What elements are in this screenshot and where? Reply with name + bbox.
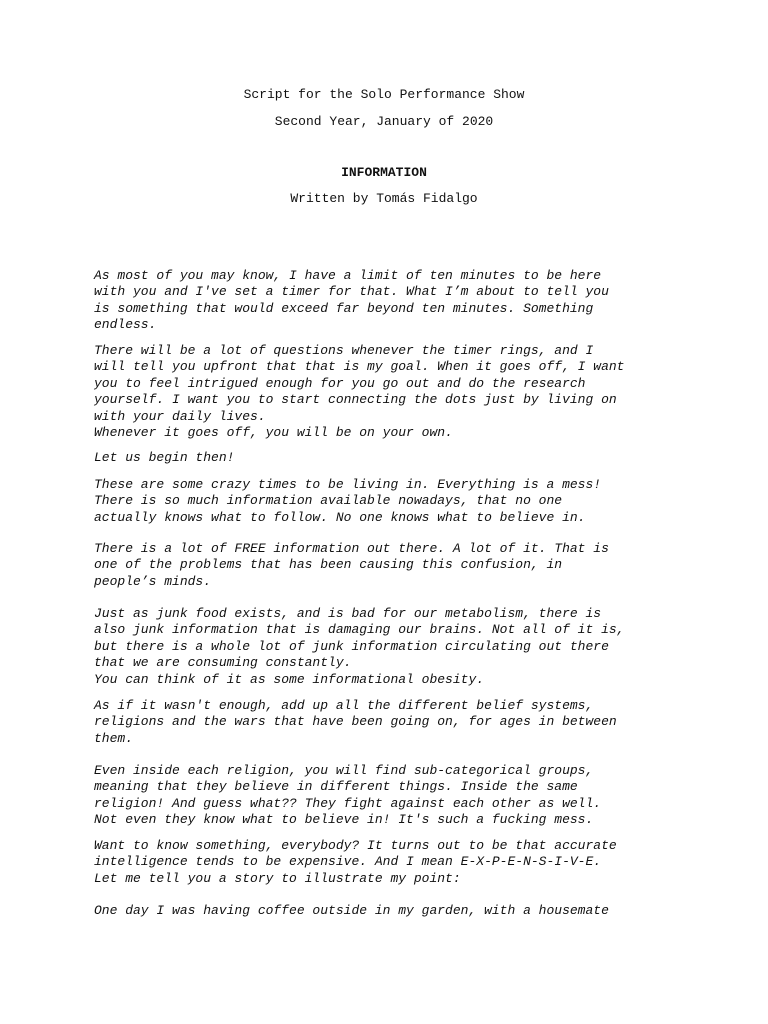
text-line: intelligence tends to be expensive. And I mean E-X-P-E-N-S-I-V-E.	[94, 854, 602, 870]
text-line: Whenever it goes off, you will be on your own.	[94, 425, 453, 441]
paragraph-1	[94, 268, 694, 334]
text-line: Even inside each religion, you will find sub-categorical groups,	[94, 763, 594, 778]
paragraph-6	[94, 606, 694, 688]
text-line: Just as junk food exists, and is bad for our metabolism, there is	[94, 606, 602, 621]
text-line: There is so much information available nowadays, that no one	[94, 493, 563, 509]
paragraph-9	[94, 838, 694, 887]
paragraph-4	[94, 477, 694, 526]
text-line: yourself. I want you to start connecting the dots just by living on	[94, 392, 617, 408]
text-line: also junk information that is damaging our brains. Not all of it is,	[94, 622, 625, 638]
script-title: Script for the Solo Performance Show	[243, 87, 525, 102]
text-line: actually knows what to follow. No one knows what to believe in.	[94, 509, 586, 525]
text-line: will tell you upfront that that is my goal. When it goes off, I want	[94, 359, 625, 375]
text-line: is something that would exceed far beyond ten minutes. Something	[94, 300, 594, 316]
text-line: Let us begin then!	[94, 450, 235, 465]
text-line: As if it wasn't enough, add up all the different belief systems,	[94, 698, 594, 713]
text-line: that we are consuming constantly.	[94, 655, 352, 671]
text-line: There will be a lot of questions whenever the timer rings, and I	[94, 343, 594, 358]
paragraph-2	[94, 343, 694, 441]
text-line: people’s minds.	[94, 573, 212, 589]
text-line: Want to know something, everybody? It turns out to be that accurate	[94, 838, 617, 853]
text-line: As most of you may know, I have a limit of ten minutes to be here	[94, 268, 602, 283]
text-line: but there is a whole lot of junk information circulating out there	[94, 638, 609, 654]
text-line: Let me tell you a story to illustrate my point:	[94, 870, 461, 886]
paragraph-3	[94, 450, 694, 466]
text-line: One day I was having coffee outside in my garden, with a housemate	[94, 903, 609, 918]
paragraph-8	[94, 763, 694, 829]
text-line: religions and the wars that have been going on, for ages in between	[94, 714, 617, 730]
text-line: Not even they know what to believe in! It's such a fucking mess.	[94, 812, 594, 828]
paragraph-7	[94, 698, 694, 747]
text-line: endless.	[94, 317, 157, 333]
text-line: one of the problems that has been causing this confusion, in	[94, 557, 563, 573]
text-line: you to feel intrigued enough for you go out and do the research	[94, 375, 586, 391]
text-line: There is a lot of FREE information out there. A lot of it. That is	[94, 541, 609, 556]
paragraph-10	[94, 903, 694, 919]
text-line: meaning that they believe in different things. Inside the same	[94, 779, 578, 795]
text-line: them.	[94, 730, 134, 746]
piece-heading: INFORMATION	[341, 165, 427, 180]
text-line: with you and I've set a timer for that. What I’m about to tell you	[94, 284, 609, 300]
paragraph-5	[94, 541, 694, 590]
text-line: You can think of it as some informational obesity.	[94, 671, 485, 687]
text-line: with your daily lives.	[94, 408, 266, 424]
text-line: religion! And guess what?? They fight against each other as well.	[94, 795, 602, 811]
author-line: Written by Tomás Fidalgo	[290, 191, 478, 206]
text-line: These are some crazy times to be living in. Everything is a mess!	[94, 477, 602, 492]
script-subtitle: Second Year, January of 2020	[274, 114, 494, 129]
